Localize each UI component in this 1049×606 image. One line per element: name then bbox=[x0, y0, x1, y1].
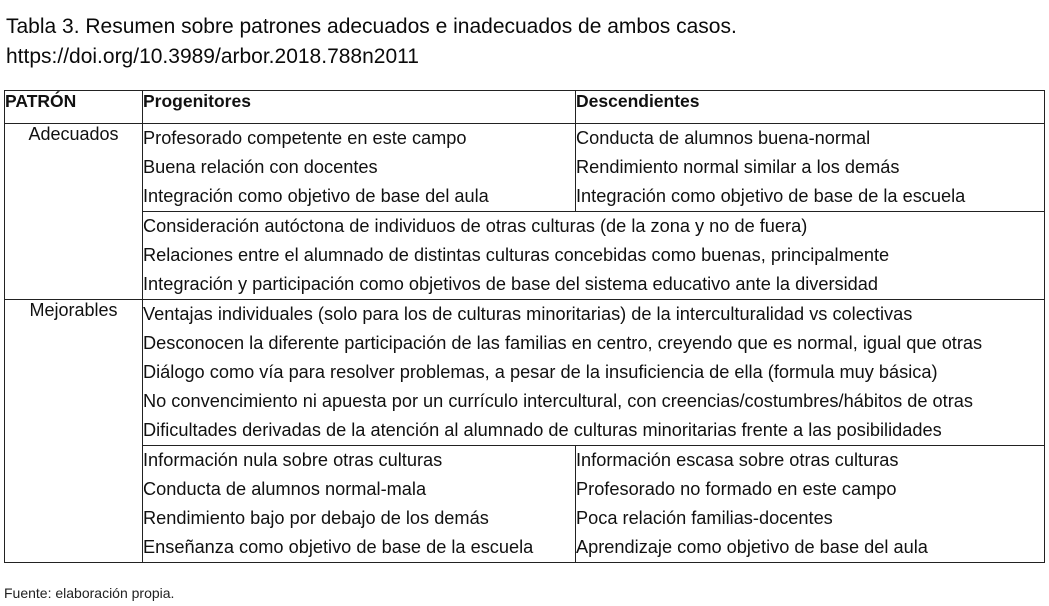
list-item: Integración como objetivo de base del aula bbox=[143, 186, 489, 206]
list-item: Rendimiento normal similar a los demás bbox=[576, 157, 900, 177]
list-item: Aprendizaje como objetivo de base del aula bbox=[576, 537, 928, 557]
list-item: Información nula sobre otras culturas bbox=[143, 450, 443, 470]
table-row-mejorables-split bbox=[5, 446, 1045, 563]
list-item: Profesorado no formado en este campo bbox=[576, 479, 897, 499]
table-caption bbox=[6, 12, 737, 72]
list-item: Integración y participación como objetivos de base del sistema educativo ante la diversidad bbox=[143, 274, 878, 294]
caption-title: Tabla 3. Resumen sobre patrones adecuados e inadecuados de ambos casos. bbox=[6, 15, 737, 38]
table-source-note: Fuente: elaboración propia. bbox=[4, 585, 175, 601]
list-item: Información escasa sobre otras culturas bbox=[576, 450, 899, 470]
patterns-summary-table bbox=[4, 90, 1045, 563]
caption-doi: https://doi.org/10.3989/arbor.2018.788n2011 bbox=[6, 45, 419, 68]
table-row-adecuados-split bbox=[5, 124, 1045, 212]
list-item: Dificultades derivadas de la atención al alumnado de culturas minoritarias frente a las posibilidades bbox=[143, 420, 942, 440]
list-item: Conducta de alumnos buena-normal bbox=[576, 128, 871, 148]
mejorables-parents-cell bbox=[143, 446, 576, 563]
mejorables-shared-cell bbox=[143, 300, 1045, 446]
table-row-mejorables-shared bbox=[5, 300, 1045, 446]
header-pattern: PATRÓN bbox=[5, 91, 143, 124]
header-descendants: Descendientes bbox=[576, 91, 1045, 124]
header-parents: Progenitores bbox=[143, 91, 576, 124]
list-item: No convencimiento ni apuesta por un currículo intercultural, con creencias/costumbres/hábitos de otras bbox=[143, 391, 973, 411]
list-item: Poca relación familias-docentes bbox=[576, 508, 833, 528]
list-item: Integración como objetivo de base de la escuela bbox=[576, 186, 966, 206]
list-item: Buena relación con docentes bbox=[143, 157, 378, 177]
list-item: Conducta de alumnos normal-mala bbox=[143, 479, 427, 499]
list-item: Ventajas individuales (solo para los de culturas minoritarias) de la interculturalidad vs colectivas bbox=[143, 304, 913, 324]
list-item: Rendimiento bajo por debajo de los demás bbox=[143, 508, 489, 528]
pattern-mejorables: Mejorables bbox=[5, 300, 143, 563]
table-row-adecuados-shared bbox=[5, 212, 1045, 300]
list-item: Desconocen la diferente participación de las familias en centro, creyendo que es normal, igual que otras bbox=[143, 333, 983, 353]
mejorables-descendants-cell bbox=[576, 446, 1045, 563]
adecuados-parents-cell bbox=[143, 124, 576, 212]
list-item: Consideración autóctona de individuos de otras culturas (de la zona y no de fuera) bbox=[143, 216, 808, 236]
adecuados-shared-cell bbox=[143, 212, 1045, 300]
list-item: Enseñanza como objetivo de base de la escuela bbox=[143, 537, 534, 557]
list-item: Diálogo como vía para resolver problemas, a pesar de la insuficiencia de ella (formula muy básica) bbox=[143, 362, 938, 382]
header-row bbox=[5, 91, 1045, 124]
pattern-adecuados: Adecuados bbox=[5, 124, 143, 300]
list-item: Relaciones entre el alumnado de distintas culturas concebidas como buenas, principalmente bbox=[143, 245, 890, 265]
list-item: Profesorado competente en este campo bbox=[143, 128, 467, 148]
adecuados-descendants-cell bbox=[576, 124, 1045, 212]
